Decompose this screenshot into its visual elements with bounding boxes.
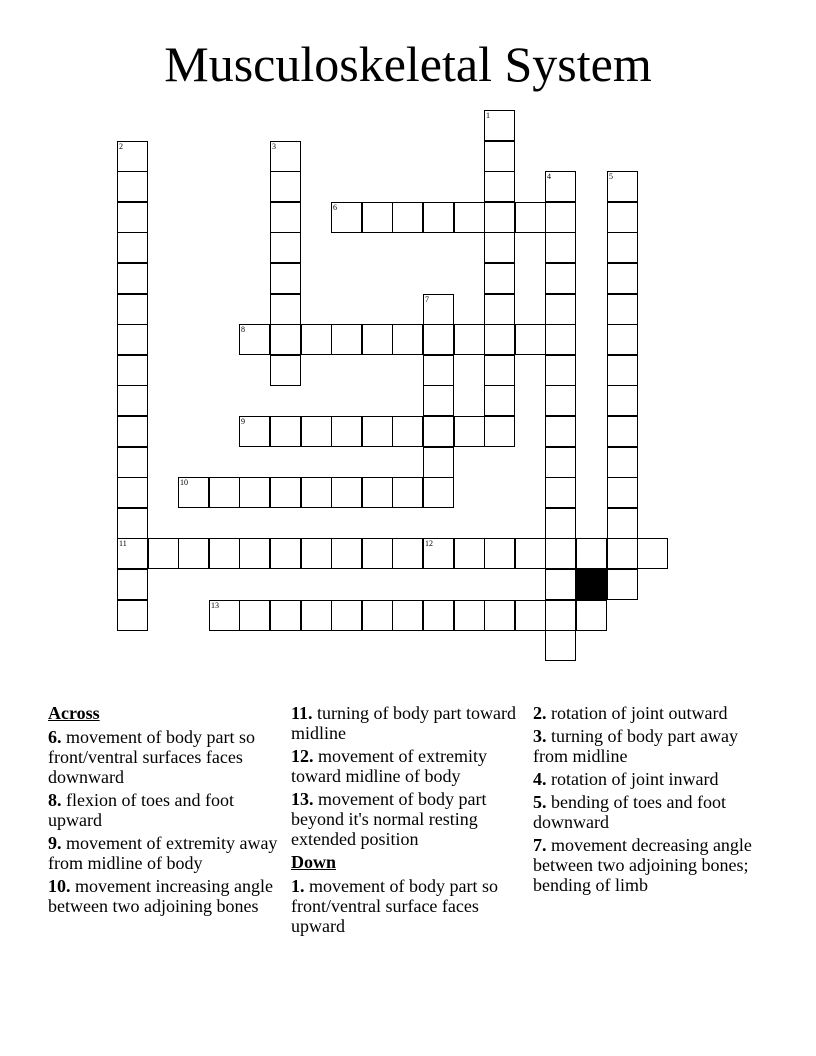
grid-cell[interactable] (607, 294, 638, 325)
grid-cell[interactable] (117, 569, 148, 600)
grid-cell[interactable] (607, 538, 638, 569)
grid-cell[interactable] (607, 263, 638, 294)
grid-cell[interactable] (515, 202, 546, 233)
clue-text: movement of body part so front/ventral surface faces upward (291, 876, 498, 936)
grid-cell[interactable] (607, 385, 638, 416)
grid-cell[interactable] (545, 232, 576, 263)
grid-cell[interactable] (117, 263, 148, 294)
clue-number: 2. (533, 703, 547, 723)
across-heading: Across (48, 703, 100, 723)
grid-cell[interactable] (545, 385, 576, 416)
clue-number: 13. (291, 789, 314, 809)
grid-cell[interactable] (423, 447, 454, 478)
clue-number-label: 3 (272, 142, 276, 151)
grid-cell[interactable] (423, 477, 454, 508)
down-clue-2 (533, 703, 769, 723)
grid-cell[interactable] (117, 141, 148, 172)
grid-cell[interactable] (362, 202, 393, 233)
grid-cell[interactable] (331, 416, 362, 447)
grid-cell[interactable] (515, 600, 546, 631)
grid-cell[interactable] (545, 416, 576, 447)
across-clue-13 (291, 789, 527, 849)
grid-cell[interactable] (484, 171, 515, 202)
grid-cell[interactable] (117, 477, 148, 508)
grid-cell[interactable] (515, 324, 546, 355)
clue-number-label: 5 (609, 172, 613, 181)
clue-text: movement decreasing angle between two adjoining bones; bending of limb (533, 835, 752, 895)
grid-cell[interactable] (270, 355, 301, 386)
down-clue-4 (533, 769, 769, 789)
grid-cell[interactable] (392, 477, 423, 508)
across-clue-12 (291, 746, 527, 786)
grid-cell[interactable] (545, 355, 576, 386)
grid-cell[interactable] (209, 538, 240, 569)
grid-cell[interactable] (484, 110, 515, 141)
grid-cell[interactable] (117, 202, 148, 233)
grid-cell[interactable] (607, 232, 638, 263)
grid-cell[interactable] (117, 416, 148, 447)
grid-cell[interactable] (117, 324, 148, 355)
grid-cell[interactable] (607, 569, 638, 600)
grid-cell[interactable] (607, 355, 638, 386)
grid-cell[interactable] (362, 600, 393, 631)
across-clue-6 (48, 727, 284, 787)
grid-cell[interactable] (209, 600, 240, 631)
blocked-cell (576, 569, 607, 600)
grid-cell[interactable] (239, 538, 270, 569)
grid-cell[interactable] (270, 294, 301, 325)
grid-cell[interactable] (607, 202, 638, 233)
grid-cell[interactable] (484, 324, 515, 355)
clue-number: 4. (533, 769, 547, 789)
clue-number: 11. (291, 703, 313, 723)
grid-cell[interactable] (392, 600, 423, 631)
clue-number: 6. (48, 727, 62, 747)
grid-cell[interactable] (209, 477, 240, 508)
grid-cell[interactable] (607, 447, 638, 478)
grid-cell[interactable] (545, 263, 576, 294)
across-clue-10 (48, 876, 284, 916)
grid-cell[interactable] (270, 416, 301, 447)
grid-cell[interactable] (484, 141, 515, 172)
grid-cell[interactable] (392, 324, 423, 355)
grid-cell[interactable] (423, 385, 454, 416)
grid-cell[interactable] (454, 600, 485, 631)
grid-cell[interactable] (117, 508, 148, 539)
clue-number-label: 7 (425, 295, 429, 304)
clue-number-label: 4 (547, 172, 551, 181)
clue-number: 1. (291, 876, 305, 896)
grid-cell[interactable] (545, 477, 576, 508)
grid-cell[interactable] (607, 416, 638, 447)
clue-text: rotation of joint outward (546, 703, 728, 723)
clue-number-label: 1 (486, 111, 490, 120)
grid-cell[interactable] (545, 447, 576, 478)
grid-cell[interactable] (301, 416, 332, 447)
grid-cell[interactable] (576, 538, 607, 569)
grid-cell[interactable] (392, 538, 423, 569)
clue-text: rotation of joint inward (546, 769, 719, 789)
grid-cell[interactable] (515, 538, 546, 569)
down-heading: Down (291, 852, 337, 872)
grid-cell[interactable] (117, 171, 148, 202)
grid-cell[interactable] (392, 202, 423, 233)
grid-cell[interactable] (576, 600, 607, 631)
grid-cell[interactable] (270, 600, 301, 631)
clue-number: 12. (291, 746, 314, 766)
grid-cell[interactable] (423, 324, 454, 355)
grid-cell[interactable] (545, 569, 576, 600)
grid-cell[interactable] (545, 171, 576, 202)
clue-number-label: 6 (333, 203, 337, 212)
grid-cell[interactable] (331, 202, 362, 233)
grid-cell[interactable] (331, 538, 362, 569)
grid-cell[interactable] (454, 538, 485, 569)
grid-cell[interactable] (423, 355, 454, 386)
grid-cell[interactable] (270, 141, 301, 172)
clue-number-label: 10 (180, 478, 188, 487)
grid-cell[interactable] (545, 324, 576, 355)
grid-cell[interactable] (607, 171, 638, 202)
grid-cell[interactable] (423, 202, 454, 233)
grid-cell[interactable] (362, 538, 393, 569)
grid-cell[interactable] (607, 508, 638, 539)
clue-text: turning of body part away from midline (533, 726, 738, 766)
clue-number: 10. (48, 876, 71, 896)
grid-cell[interactable] (484, 294, 515, 325)
grid-cell[interactable] (239, 324, 270, 355)
clue-text: bending of toes and foot downward (533, 792, 726, 832)
grid-cell[interactable] (117, 385, 148, 416)
grid-cell[interactable] (545, 630, 576, 661)
clue-column-1 (48, 703, 284, 919)
grid-cell[interactable] (178, 477, 209, 508)
grid-cell[interactable] (545, 508, 576, 539)
clue-text: flexion of toes and foot upward (48, 790, 234, 830)
grid-cell[interactable] (454, 202, 485, 233)
clue-column-2 (291, 703, 527, 939)
clue-number-label: 2 (119, 142, 123, 151)
grid-cell[interactable] (423, 600, 454, 631)
clue-number: 8. (48, 790, 62, 810)
across-clue-9 (48, 833, 284, 873)
grid-cell[interactable] (117, 447, 148, 478)
clue-number-label: 8 (241, 325, 245, 334)
grid-cell[interactable] (362, 477, 393, 508)
grid-cell[interactable] (454, 324, 485, 355)
grid-cell[interactable] (545, 202, 576, 233)
grid-cell[interactable] (178, 538, 209, 569)
grid-cell[interactable] (545, 294, 576, 325)
clue-number: 7. (533, 835, 547, 855)
clue-text: turning of body part toward midline (291, 703, 516, 743)
clue-text: movement of body part beyond it's normal resting extended position (291, 789, 487, 849)
puzzle-title: Musculoskeletal System (164, 36, 652, 92)
clue-number-label: 12 (425, 539, 433, 548)
grid-cell[interactable] (607, 477, 638, 508)
clue-number: 9. (48, 833, 62, 853)
grid-cell[interactable] (423, 416, 454, 447)
grid-cell[interactable] (301, 600, 332, 631)
grid-cell[interactable] (301, 477, 332, 508)
grid-cell[interactable] (301, 324, 332, 355)
grid-cell[interactable] (423, 538, 454, 569)
clue-text: movement increasing angle between two adjoining bones (48, 876, 273, 916)
grid-cell[interactable] (117, 600, 148, 631)
grid-cell[interactable] (270, 324, 301, 355)
grid-cell[interactable] (484, 355, 515, 386)
grid-cell[interactable] (270, 232, 301, 263)
clue-text: movement of extremity toward midline of body (291, 746, 487, 786)
grid-cell[interactable] (270, 263, 301, 294)
down-clue-1 (291, 876, 527, 936)
grid-cell[interactable] (331, 477, 362, 508)
grid-cell[interactable] (454, 416, 485, 447)
grid-cell[interactable] (545, 600, 576, 631)
clue-number-label: 11 (119, 539, 127, 548)
clue-column-3 (533, 703, 769, 898)
down-clue-3 (533, 726, 769, 766)
grid-cell[interactable] (484, 385, 515, 416)
clue-number: 3. (533, 726, 547, 746)
clue-text: movement of extremity away from midline of body (48, 833, 278, 873)
across-clue-8 (48, 790, 284, 830)
clue-number-label: 13 (211, 601, 219, 610)
grid-cell[interactable] (148, 538, 179, 569)
clue-text: movement of body part so front/ventral surfaces faces downward (48, 727, 255, 787)
grid-cell[interactable] (239, 477, 270, 508)
grid-cell[interactable] (484, 538, 515, 569)
clue-number: 5. (533, 792, 547, 812)
down-clue-5 (533, 792, 769, 832)
grid-cell[interactable] (484, 202, 515, 233)
down-clue-7 (533, 835, 769, 895)
grid-cell[interactable] (117, 232, 148, 263)
clue-number-label: 9 (241, 417, 245, 426)
grid-cell[interactable] (117, 355, 148, 386)
across-clue-11 (291, 703, 527, 743)
grid-cell[interactable] (117, 294, 148, 325)
grid-cell[interactable] (484, 600, 515, 631)
grid-cell[interactable] (331, 324, 362, 355)
grid-cell[interactable] (637, 538, 668, 569)
grid-cell[interactable] (331, 600, 362, 631)
grid-cell[interactable] (117, 538, 148, 569)
grid-cell[interactable] (392, 416, 423, 447)
grid-cell[interactable] (301, 538, 332, 569)
grid-cell[interactable] (545, 538, 576, 569)
grid-cell[interactable] (239, 416, 270, 447)
grid-cell[interactable] (270, 477, 301, 508)
grid-cell[interactable] (423, 294, 454, 325)
grid-cell[interactable] (484, 232, 515, 263)
grid-cell[interactable] (270, 202, 301, 233)
grid-cell[interactable] (362, 416, 393, 447)
grid-cell[interactable] (362, 324, 393, 355)
grid-cell[interactable] (239, 600, 270, 631)
grid-cell[interactable] (270, 171, 301, 202)
grid-cell[interactable] (270, 538, 301, 569)
grid-cell[interactable] (484, 263, 515, 294)
grid-cell[interactable] (484, 416, 515, 447)
grid-cell[interactable] (607, 324, 638, 355)
